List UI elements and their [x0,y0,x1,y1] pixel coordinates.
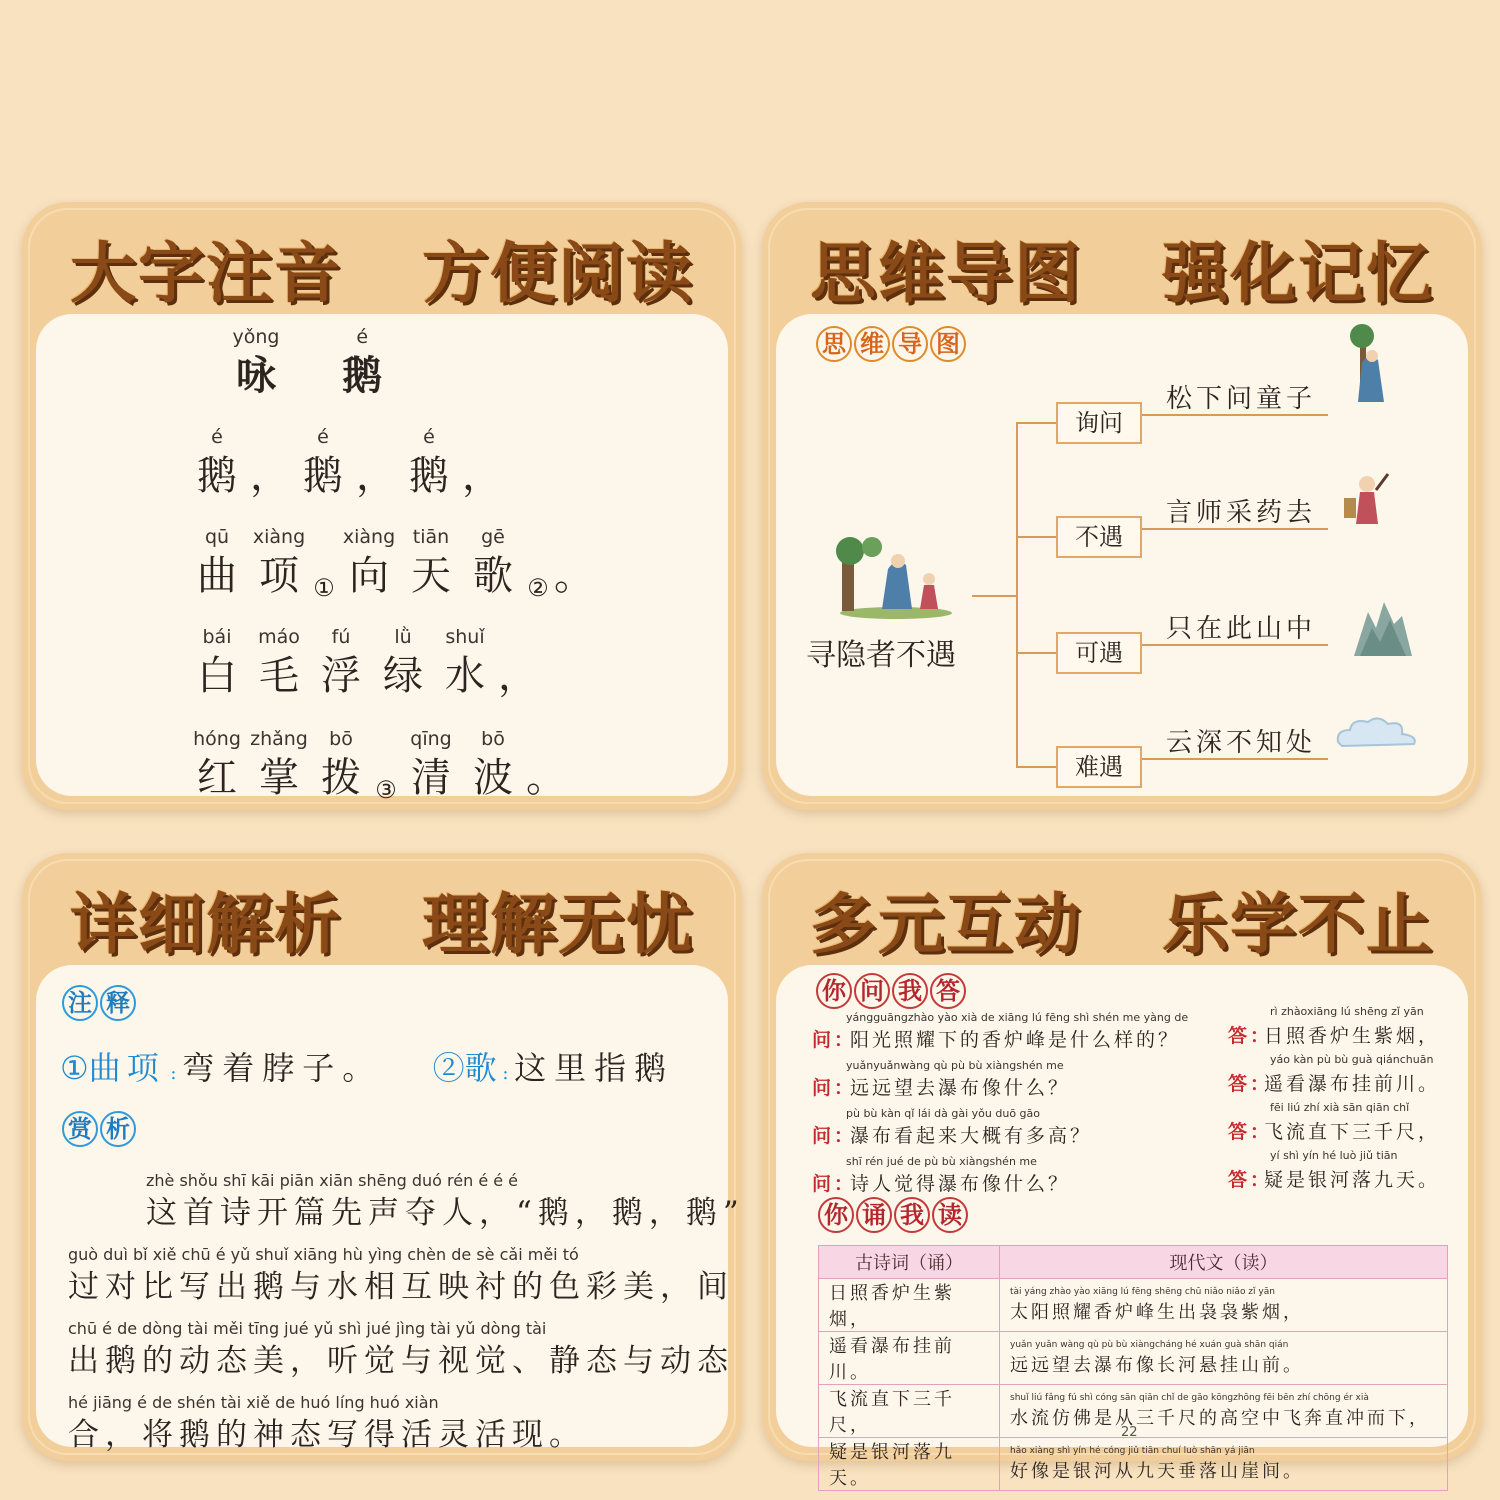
panel-analysis [22,853,745,1461]
pinyin: fēi liú zhí xià sān qiān chǐ [1270,1101,1410,1114]
pinyin: hǎo xiàng shì yín hé cóng jiǔ tiān chuí luò shān yá jiān [1010,1446,1255,1456]
poem-char [400,726,462,804]
hanzi: 鹅 [303,453,343,499]
hanzi: 天 [411,553,451,599]
table-header-row [819,1246,1448,1279]
interact-card [776,965,1468,1489]
pinyin: máo [258,626,300,648]
mindmap-node: 询问 [1056,402,1142,444]
mindmap-leaf: 松下问童子 [1166,384,1317,414]
question-label: 问： [812,1173,857,1195]
pinyin: qīng [410,728,452,750]
branch-connector [1016,422,1056,424]
mindmap-badge [816,326,968,362]
appreciation-line [146,1171,745,1233]
poem-char [372,624,434,702]
analysis-card [36,965,745,1453]
answer-text: 疑是银河落九天。 [1264,1169,1441,1191]
poem-char [186,524,248,602]
poem-cell: 飞流直下三千尺， [819,1385,1000,1438]
read-badge [818,1197,970,1233]
panel-mindmap [762,202,1482,810]
poem-char [462,726,524,804]
appreciation-line [68,1245,734,1307]
hanzi: 绿 [383,653,423,699]
badge-char: 你 [816,973,852,1009]
question-label: 问： [812,1077,857,1099]
panel-poem [22,202,742,810]
hanzi: ， [250,453,290,499]
pinyin: lǜ [394,626,412,648]
poem-line [186,524,596,602]
punctuation [496,624,540,702]
pinyin: qū [204,526,230,548]
badge-char: 读 [932,1197,968,1233]
pinyin [460,424,504,450]
poem-line [186,624,540,702]
pinyin: yángguāngzhào yào xià de xiāng lú fēng shì shén me yàng de [846,1011,1189,1024]
question-text: 远远望去瀑布像什么？ [850,1077,1071,1099]
child-herbs-illustration [1342,464,1392,528]
title-char: 鹅 [342,352,383,399]
table-row [819,1438,1448,1491]
badge-char: 诵 [856,1197,892,1233]
badge-char: 导 [892,326,928,362]
heading-part: 详细解析 [70,886,343,963]
hanzi: 。 [526,755,566,801]
answer-text: 日照香炉生紫烟， [1264,1025,1441,1047]
hanzi: 鹅 [409,453,449,499]
poem-char [186,726,248,804]
mindmap-leaf: 言师采药去 [1166,498,1317,528]
poem-card [36,314,728,804]
panel-heading [762,871,1482,961]
poem-line [186,424,504,502]
pinyin: tài yáng zhào yào xiāng lú fēng shēng chū niǎo niǎo zǐ yān [1010,1287,1275,1297]
answer-text: 遥看瀑布挂前川。 [1264,1073,1441,1095]
heading-part: 思维导图 [810,235,1083,312]
hanzi: ② [527,574,549,602]
badge-char: 赏 [62,1111,98,1147]
pinyin: yuǎnyuǎnwàng qù pù bù xiàngshén me [846,1059,1064,1072]
answer-label: 答： [1228,1169,1273,1191]
pinyin: zhè shǒu shī kāi piān xiān shēng duó rén é é é [146,1171,519,1190]
pinyin: yuǎn yuǎn wàng qù pù bù xiàngcháng hé xuán guà shān qián [1010,1340,1289,1350]
footnote-marker [310,548,338,602]
footnote-marker [524,548,552,602]
appreciation-line [68,1319,734,1381]
modern-cell [1000,1332,1448,1385]
poem-char [338,524,400,602]
pinyin: é [317,426,329,448]
badge-char: 你 [818,1197,854,1233]
scholar-pine-illustration [1338,326,1394,406]
pinyin: yǒng [232,326,280,348]
panel-interact [762,853,1482,1489]
pinyin [354,424,398,450]
modern-text: 水流仿佛是从三千尺的高空中飞奔直冲而下， [1010,1408,1430,1429]
table-row [819,1332,1448,1385]
hanzi: 拨 [321,755,361,801]
pinyin: é [356,326,369,348]
table-body [819,1279,1448,1491]
hanzi: ③ [375,776,397,804]
hanzi: ， [356,453,396,499]
pinyin: chū é de dòng tài měi tīng jué yǔ shì jué jìng tài yǔ dòng tài [68,1319,547,1338]
heading-part: 强化记忆 [1161,235,1434,312]
hanzi: 歌 [473,553,513,599]
poem-char [248,524,310,602]
poem-cell: 疑是银河落九天。 [819,1438,1000,1491]
pinyin [496,624,540,650]
heading-part: 理解无忧 [421,886,694,963]
badge-char: 我 [894,1197,930,1233]
panel-heading [22,220,742,310]
branch-connector [1016,536,1056,538]
modern-cell [1000,1279,1448,1332]
hanzi: ， [498,653,538,699]
notes-badge [62,985,138,1021]
answer-label: 答： [1228,1025,1273,1047]
note-number: ② [432,1049,465,1087]
table-header: 现代文（读） [1000,1246,1448,1279]
cloud-illustration [1332,714,1422,754]
question-text: 诗人觉得瀑布像什么？ [850,1173,1071,1195]
badge-char: 问 [854,973,890,1009]
poem-char [398,424,460,502]
answer-label: 答： [1228,1073,1273,1095]
punctuation [248,424,292,502]
panel-heading [762,220,1482,310]
punctuation [552,524,596,602]
hanzi: 清 [411,755,451,801]
pinyin: guò duì bǐ xiě chū é yǔ shuǐ xiāng hù yìng chèn de sè cǎi měi tó [68,1245,579,1264]
hanzi: 。 [554,553,594,599]
reading-table [818,1245,1448,1491]
badge-char: 图 [930,326,966,362]
trunk-line [1016,422,1018,768]
scholar-child-illustration [836,539,956,619]
pinyin: shī rén jué de pù bù xiàngshén me [846,1155,1037,1168]
mindmap-node: 难遇 [1056,746,1142,788]
pinyin: rì zhàoxiāng lú shēng zǐ yān [1270,1005,1424,1018]
pinyin [552,524,596,550]
hanzi: ① [313,574,335,602]
badge-char: 答 [930,973,966,1009]
poem-cell: 日照香炉生紫烟， [819,1279,1000,1332]
pinyin [310,548,338,574]
modern-text: 好像是银河从九天垂落山崖间。 [1010,1461,1304,1482]
panel-heading [22,871,742,961]
mindmap-node: 可遇 [1056,632,1142,674]
appreciation-badge [62,1111,138,1147]
hanzi: 红 [197,755,237,801]
modern-cell [1000,1438,1448,1491]
pinyin: zhǎng [250,728,308,750]
poem-char [434,624,496,702]
table-row [819,1279,1448,1332]
hanzi: ， [462,453,502,499]
hanzi: 鹅 [197,453,237,499]
hanzi: 曲 [197,553,237,599]
note-number: ① [60,1049,89,1087]
hanzi: 向 [349,553,389,599]
qa-badge [816,973,968,1009]
hanzi: 毛 [259,653,299,699]
pinyin: bái [202,626,232,648]
hanzi: 浮 [321,653,361,699]
pinyin: hóng [193,728,241,750]
pinyin: bō [481,728,505,750]
poem-line [186,726,568,804]
pinyin: tiān [412,526,450,548]
badge-char: 我 [892,973,928,1009]
answer-text: 飞流直下三千尺， [1264,1121,1441,1143]
table-header: 古诗词（诵） [819,1246,1000,1279]
poem-char [248,624,310,702]
appreciation-text: 出鹅的动态美，听觉与视觉、静态与动态 [68,1343,734,1379]
poem-char [186,624,248,702]
answer-label: 答： [1228,1121,1273,1143]
pinyin [524,726,568,752]
heading-part: 大字注音 [70,235,343,312]
modern-cell [1000,1385,1448,1438]
root-connector [972,595,1016,597]
poem-char [462,524,524,602]
modern-text: 太阳照耀香炉峰生出袅袅紫烟， [1010,1302,1304,1323]
poem-char [248,726,310,804]
poem-char [310,726,372,804]
appreciation-text: 合，将鹅的神态写得活灵活现。 [68,1417,586,1453]
badge-char: 注 [62,985,98,1021]
heading-part: 乐学不止 [1161,886,1434,963]
pinyin: pù bù kàn qǐ lái dà gài yǒu duō gāo [846,1107,1041,1120]
pinyin [248,424,292,450]
branch-connector [1016,652,1056,654]
poem-char [292,424,354,502]
pinyin: yí shì yín hé luò jiǔ tiān [1270,1149,1398,1162]
pinyin: é [211,426,223,448]
pinyin: yáo kàn pù bù guà qiánchuān [1270,1053,1434,1066]
question-text: 瀑布看起来大概有多高？ [850,1125,1093,1147]
title-char: 咏 [236,352,276,399]
appreciation-line [68,1393,586,1455]
notes-line: ①曲项 : 弯着脖子。 ②歌 : 这里指鹅 [60,1049,675,1087]
pinyin: hé jiāng é de shén tài xiě de huó líng huó xiàn [68,1393,439,1412]
pinyin: gē [481,526,505,548]
pinyin: fú [331,626,351,648]
hanzi: 掌 [259,755,299,801]
question-label: 问： [812,1125,857,1147]
note-text: 弯着脖子。 [182,1049,383,1087]
branch-connector [1016,766,1056,768]
hanzi: 水 [445,653,485,699]
badge-char: 释 [100,985,136,1021]
heading-part: 多元互动 [810,886,1083,963]
mindmap-leaf: 只在此山中 [1166,614,1317,644]
note-text: 这里指鹅 [514,1049,675,1087]
mountain-illustration [1350,598,1414,658]
punctuation [354,424,398,502]
poem-char [186,424,248,502]
poem-char [310,624,372,702]
punctuation [524,726,568,804]
poem-char [400,524,462,602]
badge-char: 维 [854,326,890,362]
punctuation [460,424,504,502]
note-term: 歌 [464,1049,497,1087]
hanzi: 项 [259,553,299,599]
heading-part: 方便阅读 [421,235,694,312]
modern-text: 远远望去瀑布像长河悬挂山前。 [1010,1355,1304,1376]
footnote-marker [372,750,400,804]
mindmap-root: 寻隐者不遇 [806,638,956,673]
pinyin: xiàng [252,526,306,548]
hanzi: 白 [197,653,237,699]
pinyin: shuǐ liú fǎng fú shì cóng sān qiān chǐ de gāo kōngzhōng fēi bēn zhí chōng ér xià [1010,1393,1369,1403]
question-text: 阳光照耀下的香炉峰是什么样的？ [850,1029,1181,1051]
poem-title [226,324,404,402]
pinyin: é [423,426,435,448]
mindmap-leaf: 云深不知处 [1166,728,1317,758]
badge-char: 析 [100,1111,136,1147]
pinyin [524,548,552,574]
pinyin [372,750,400,776]
note-term: 曲项 [88,1049,165,1087]
pinyin: shuǐ [445,626,485,648]
poem-cell: 遥看瀑布挂前川。 [819,1332,1000,1385]
hanzi: 波 [473,755,513,801]
mindmap-card [776,314,1468,796]
badge-char: 思 [816,326,852,362]
pinyin: xiàng [342,526,396,548]
question-label: 问： [812,1029,857,1051]
appreciation-text: 这首诗开篇先声夺人，“鹅，鹅，鹅” [146,1195,745,1231]
page-number: 22 [1121,1425,1138,1440]
pinyin: bō [329,728,353,750]
mindmap-node: 不遇 [1056,516,1142,558]
appreciation-text: 过对比写出鹅与水相互映衬的色彩美，间 [68,1269,734,1305]
